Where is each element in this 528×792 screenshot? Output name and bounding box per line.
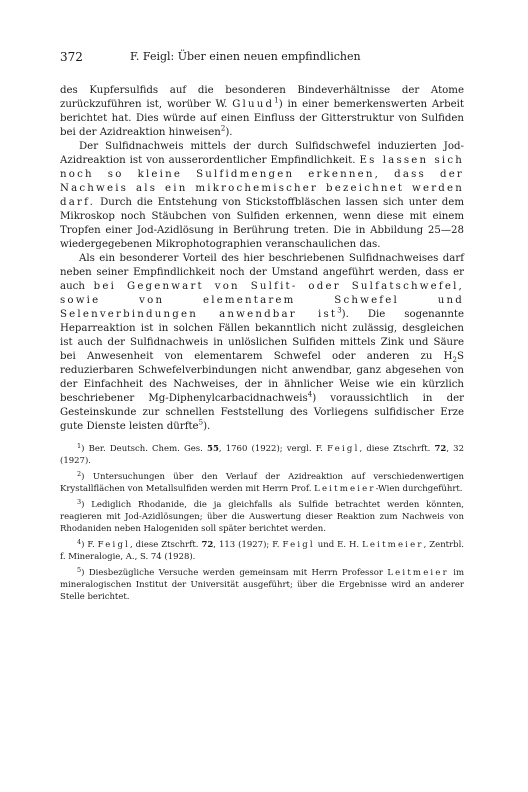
emphasized-text: Feigl: [97, 540, 131, 550]
text-run: , 1760 (1922); vergl. F.: [218, 444, 328, 454]
page: [60, 50, 464, 603]
running-head: F. Feigl: Über einen neuen empfindlichen: [130, 50, 361, 63]
text-run: , Zentrbl. f. Mineralogie, A., S. 74 (1928).: [60, 540, 465, 562]
emphasized-text: Leitmeier: [362, 540, 424, 550]
footnote: [60, 440, 464, 467]
volume-number: 72: [201, 540, 214, 550]
text-run: , diese Ztschrft.: [359, 444, 435, 454]
paragraph: [60, 252, 464, 434]
footnote-number: 3: [77, 498, 82, 506]
footnote-reference: 5: [198, 418, 204, 427]
footnote-number: 1: [77, 442, 82, 450]
text-run: Als ein besonderer Vorteil des hier beschriebenen Sulfidnachweises darf neben seiner Empfindlichkeit noch der Umstand angeführt werden, dass er auch: [60, 253, 464, 292]
footnotes: [60, 440, 464, 603]
footnote: [60, 564, 464, 603]
emphasized-text: Feigl: [327, 444, 360, 454]
footnote: [60, 468, 464, 495]
footnote: [60, 536, 464, 563]
page-header: [60, 50, 464, 68]
body-text: [60, 84, 464, 434]
footnote-reference: 4: [307, 390, 313, 399]
emphasized-text: Feigl: [282, 540, 315, 550]
text-run: ) voraussichtlich in der Gesteinskunde zur schnellen Feststellung des Vorliegens sulfidischer Erze gute Dienste leisten dürfte: [60, 393, 465, 432]
emphasized-text: Leitmeier: [314, 484, 376, 494]
text-run: ). Die sogenannte Heparreaktion ist in solchen Fällen bekanntlich nicht zulässig, desgleichen ist auch der Sulfidnachweis in unlöslichen Sulfiden mittels Zink und Säure bei Anwesenheit von elementarem Schwefel oder anderen zu H: [60, 309, 465, 362]
text-run: ).: [203, 421, 211, 432]
text-run: Durch die Entstehung von Stickstoffbläschen lassen sich unter dem Mikroskop noch Stäubchen von Sulfiden erkennen, wenn diese mit einem Tropfen einer Jod-Azidlösung in Berührung treten. Die in Abbildung 25—28 wiedergegebenen Mikrophotographien veranschaulichen das.: [60, 197, 464, 250]
footnote: [60, 496, 464, 535]
text-run: ) Untersuchungen über den Verlauf der Azidreaktion auf verschiedenwertigen Krystallflächen von Metallsulfiden werden mit Herrn Prof.: [60, 472, 464, 494]
text-run: S reduzierbaren Schwefelverbindungen nicht anwendbar, ganz abgesehen von der Einfachheit des Nachweises, der in ähnlicher Weise wie ein kürzlich beschriebener Mg-Diphenylcarbacidnachweis: [60, 351, 464, 404]
text-run: ).: [225, 127, 233, 138]
text-run: -Wien durchgeführt.: [375, 484, 463, 494]
footnote-number: 5: [77, 566, 82, 574]
footnote-number: 4: [77, 538, 82, 546]
footnote-reference: 3: [337, 306, 342, 315]
volume-number: 55: [207, 444, 219, 454]
text-run: , diese Ztschrft.: [130, 540, 202, 550]
emphasized-text: Es lassen sich noch so kleine Sulfidmengen erkennen, dass der Nachweis als ein mikrochemischer bezeichnet werden darf.: [60, 155, 464, 208]
text-run: ) Diesbezügliche Versuche werden gemeinsam mit Herrn Professor: [81, 568, 388, 578]
text-run: ) Ber. Deutsch. Chem. Ges.: [81, 444, 208, 454]
page-number: 372: [60, 50, 83, 64]
text-run: ) in einer bemerkenswerten Arbeit berichtet hat. Dies würde auf einen Einfluss der Gitterstruktur von Sulfiden bei der Azidreaktion hinweisen: [60, 99, 464, 138]
footnote-number: 2: [77, 470, 82, 478]
text-run: ) Lediglich Rhodanide, die ja gleichfalls als Sulfide betrachtet werden könnten, reagieren mit Jod-Azidlösungen; über die Auswertung dieser Reaktion zum Nachweis von Rhodaniden neben Halogeniden soll später berichtet werden.: [60, 500, 464, 534]
volume-number: 72: [434, 444, 447, 454]
text-run: und E. H.: [314, 540, 363, 550]
text-run: des Kupfersulfids auf die besonderen Bindeverhältnisse der Atome zurückzuführen ist, worüber W.: [60, 85, 464, 110]
subscript: 2: [452, 356, 458, 365]
footnote-reference: 1: [274, 96, 279, 105]
text-run: im mineralogischen Institut der Universität ausgeführt; über die Ergebnisse wird an anderer Stelle berichtet.: [60, 568, 465, 602]
paragraph: [60, 84, 464, 140]
text-run: , 32 (1927).: [60, 444, 464, 466]
text-run: Der Sulfidnachweis mittels der durch Sulfidschwefel induzierten Jod-Azidreaktion ist von ausserordentlicher Empfindlichkeit.: [60, 141, 464, 166]
emphasized-text: bei Gegenwart von Sulfit- oder Sulfatschwefel, sowie von elementarem Schwefel und Selenverbindungen anwendbar ist: [60, 281, 464, 320]
text-run: ) F.: [81, 540, 98, 550]
text-run: , 113 (1927); F.: [213, 540, 283, 550]
footnote-reference: 2: [220, 124, 226, 133]
paragraph: [60, 140, 464, 252]
emphasized-text: Leitmeier: [387, 568, 449, 578]
emphasized-text: Gluud: [232, 99, 275, 110]
